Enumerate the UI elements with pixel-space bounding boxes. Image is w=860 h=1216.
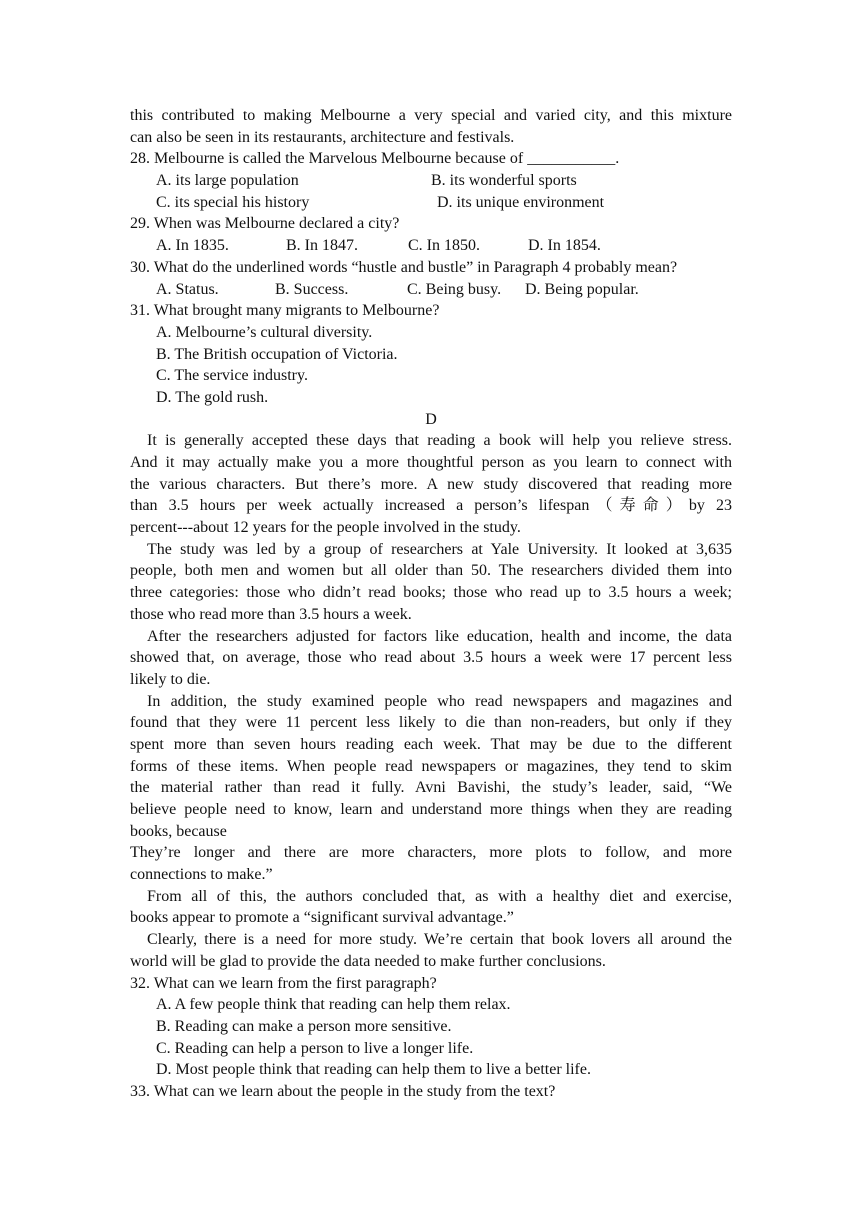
- option-b: B. Reading can make a person more sensitive.: [156, 1017, 452, 1035]
- option-b: B. The British occupation of Victoria.: [156, 345, 398, 363]
- paragraph-line: Clearly, there is a need for more study. We’re certain that book lovers all around the: [147, 931, 732, 949]
- paragraph-line: found that they were 11 percent less likely to die than non-readers, but only if they: [130, 714, 732, 732]
- question-stem: 28. Melbourne is called the Marvelous Melbourne because of ___________.: [130, 150, 620, 168]
- document-page: [130, 105, 732, 1103]
- paragraph-line: It is generally accepted these days that reading a book will help you relieve stress.: [147, 432, 732, 450]
- option-d: D. In 1854.: [528, 237, 601, 255]
- question-stem: 32. What can we learn from the first paragraph?: [130, 974, 437, 992]
- option-a: A. Status.: [156, 280, 219, 298]
- question-stem: 31. What brought many migrants to Melbourne?: [130, 302, 440, 320]
- paragraph-line: In addition, the study examined people who read newspapers and magazines and: [147, 692, 732, 710]
- option-b: B. In 1847.: [286, 237, 358, 255]
- paragraph-line: showed that, on average, those who read about 3.5 hours a week were 17 percent less: [130, 649, 732, 667]
- paragraph-line: can also be seen in its restaurants, architecture and festivals.: [130, 128, 515, 146]
- question-stem: 30. What do the underlined words “hustle and bustle” in Paragraph 4 probably mean?: [130, 258, 678, 276]
- paragraph-line: people, both men and women but all older than 50. The researchers divided them into: [130, 562, 732, 580]
- question-stem: 33. What can we learn about the people in the study from the text?: [130, 1082, 556, 1100]
- option-row: [130, 279, 732, 301]
- option-a: A. Melbourne’s cultural diversity.: [156, 323, 373, 341]
- option-a: A. its large population: [156, 172, 299, 190]
- option-c: C. The service industry.: [156, 367, 308, 385]
- option-c: C. Reading can help a person to live a longer life.: [156, 1039, 474, 1057]
- paragraph-line: books appear to promote a “significant survival advantage.”: [130, 909, 514, 927]
- option-b: B. its wonderful sports: [431, 172, 577, 190]
- option-d: D. The gold rush.: [156, 388, 269, 406]
- paragraph-line: The study was led by a group of researchers at Yale University. It looked at 3,635: [147, 540, 732, 558]
- paragraph-line: After the researchers adjusted for factors like education, health and income, the data: [147, 627, 732, 645]
- paragraph-line: three categories: those who didn’t read books; those who read up to 3.5 hours a week;: [130, 584, 732, 602]
- option-a: A. In 1835.: [156, 237, 229, 255]
- option-c: C. Being busy.: [407, 280, 502, 298]
- paragraph-line: the various characters. But there’s more. A new study discovered that reading more: [130, 475, 732, 493]
- paragraph-line: world will be glad to provide the data needed to make further conclusions.: [130, 952, 606, 970]
- paragraph-line: believe people need to know, learn and understand more things when they are reading: [130, 801, 732, 818]
- paragraph-line: spent more than seven hours reading each week. That may be due to the different: [130, 735, 732, 753]
- paragraph-line: They’re longer and there are more characters, more plots to follow, and more: [130, 844, 732, 862]
- option-row: [130, 235, 732, 257]
- paragraph-line: connections to make.”: [130, 866, 273, 884]
- paragraph-line: the material rather than read it fully. Avni Bavishi, the study’s leader, said, “We: [130, 779, 732, 797]
- option-a: A. A few people think that reading can help them relax.: [156, 996, 511, 1014]
- paragraph-line: forms of these items. When people read newspapers or magazines, they tend to skim: [130, 757, 732, 775]
- option-d: D. Most people think that reading can help them to live a better life.: [156, 1061, 591, 1079]
- option-row: [130, 170, 732, 192]
- paragraph-line: than 3.5 hours per week actually increased a person’s lifespan（寿命）by 23: [130, 497, 732, 515]
- section-heading: D: [425, 410, 437, 428]
- question-stem: 29. When was Melbourne declared a city?: [130, 215, 400, 233]
- option-c: C. its special his history: [156, 193, 310, 211]
- paragraph-line: likely to die.: [130, 670, 211, 688]
- paragraph-line: And it may actually make you a more thoughtful person as you learn to connect with: [130, 454, 732, 471]
- paragraph-line: this contributed to making Melbourne a very special and varied city, and this mixture: [130, 107, 732, 124]
- paragraph-line: books, because: [130, 822, 227, 840]
- paragraph-line: those who read more than 3.5 hours a week.: [130, 605, 412, 623]
- option-d: D. Being popular.: [525, 280, 639, 298]
- paragraph-line: percent---about 12 years for the people involved in the study.: [130, 519, 521, 537]
- option-d: D. its unique environment: [437, 193, 605, 211]
- option-c: C. In 1850.: [408, 237, 480, 255]
- option-b: B. Success.: [275, 280, 349, 298]
- option-row: [130, 192, 732, 214]
- paragraph-line: From all of this, the authors concluded that, as with a healthy diet and exercise,: [147, 887, 732, 905]
